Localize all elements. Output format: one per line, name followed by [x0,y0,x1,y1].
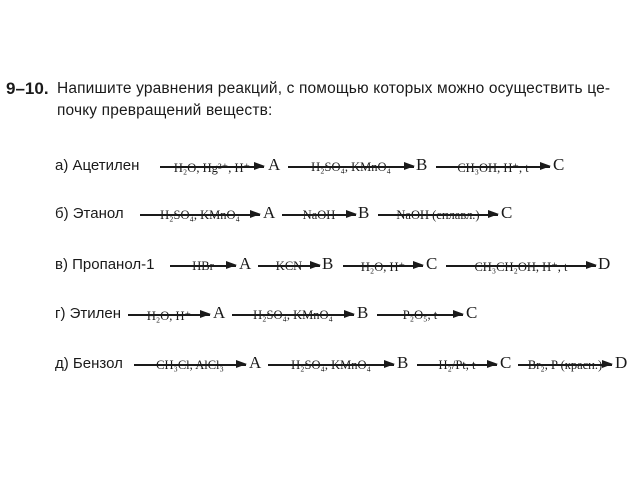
product: A [268,155,281,174]
reaction-condition: H₂SO₄, KMnO₄ [311,160,391,174]
reaction-condition: H₂SO₄, KMnO₄ [253,308,333,322]
reaction-arrow [377,308,463,322]
chain-label: а) Ацетилен [55,157,140,174]
reaction-arrow [268,358,394,372]
reaction-condition: H₂O, Hg²⁺, H⁺ [173,161,251,175]
product: B [358,203,370,222]
problem-text-line-1: Напишите уравнения реакций, с помощью которых можно осуществить це- [57,80,611,97]
reaction-arrow [288,160,414,174]
reaction-condition: H₂SO₄, KMnO₄ [291,358,371,372]
reaction-arrow [134,358,246,372]
product: D [615,353,628,372]
chain-e [0,353,640,377]
product: A [239,254,252,273]
product: A [213,303,226,322]
product: C [500,353,512,372]
product: B [357,303,369,322]
chain-b [0,203,640,227]
product: C [501,203,513,222]
reaction-arrow [446,260,596,274]
reaction-condition: H₂/Pt, t [438,358,476,372]
reaction-arrow [232,308,354,322]
reaction-condition: P₂O₅, t [402,308,438,322]
chain-d [0,303,640,327]
reaction-arrow [282,208,356,222]
reaction-arrow [343,260,423,274]
reaction-arrow [518,358,612,372]
problem-text-line-2: почку превращений веществ: [57,102,273,119]
product: B [397,353,409,372]
problem-number: 9–10. [6,79,49,98]
reaction-arrow [170,259,236,273]
reaction-arrow [140,208,260,222]
chain-c [0,254,640,278]
reaction-arrow [258,259,320,273]
reaction-condition: H₂O, H⁺ [146,309,192,323]
reaction-arrow [436,161,550,175]
chain-label: б) Этанол [55,205,124,222]
reaction-arrow [378,208,498,222]
reaction-condition: H₂SO₄, KMnO₄ [160,208,240,222]
chain-a [0,155,640,179]
reaction-condition: Br₂, P (красн.) [527,358,603,372]
reaction-condition: CH₃Cl, AlCl₃ [156,358,224,372]
chain-label: г) Этилен [55,305,122,322]
reaction-condition: HBr [192,259,214,273]
reaction-condition: KCN [275,259,303,273]
reaction-arrow [128,309,210,323]
product: D [598,254,611,273]
product: A [249,353,262,372]
product: A [263,203,276,222]
product: B [416,155,428,174]
product: C [426,254,438,273]
reaction-condition: CH₃CH₂OH, H⁺, t [474,260,568,274]
reaction-condition: CH₃OH, H⁺, t [457,161,529,175]
reaction-condition: H₂O, H⁺ [360,260,406,274]
reaction-condition: NaOH [302,208,336,222]
reaction-arrow [160,161,264,175]
reaction-condition: NaOH (сплавл.) [396,208,480,222]
product: C [553,155,565,174]
product: B [322,254,334,273]
reaction-arrow [417,358,497,372]
product: C [466,303,478,322]
chain-label: в) Пропанол-1 [55,256,155,273]
chain-label: д) Бензол [55,355,123,372]
